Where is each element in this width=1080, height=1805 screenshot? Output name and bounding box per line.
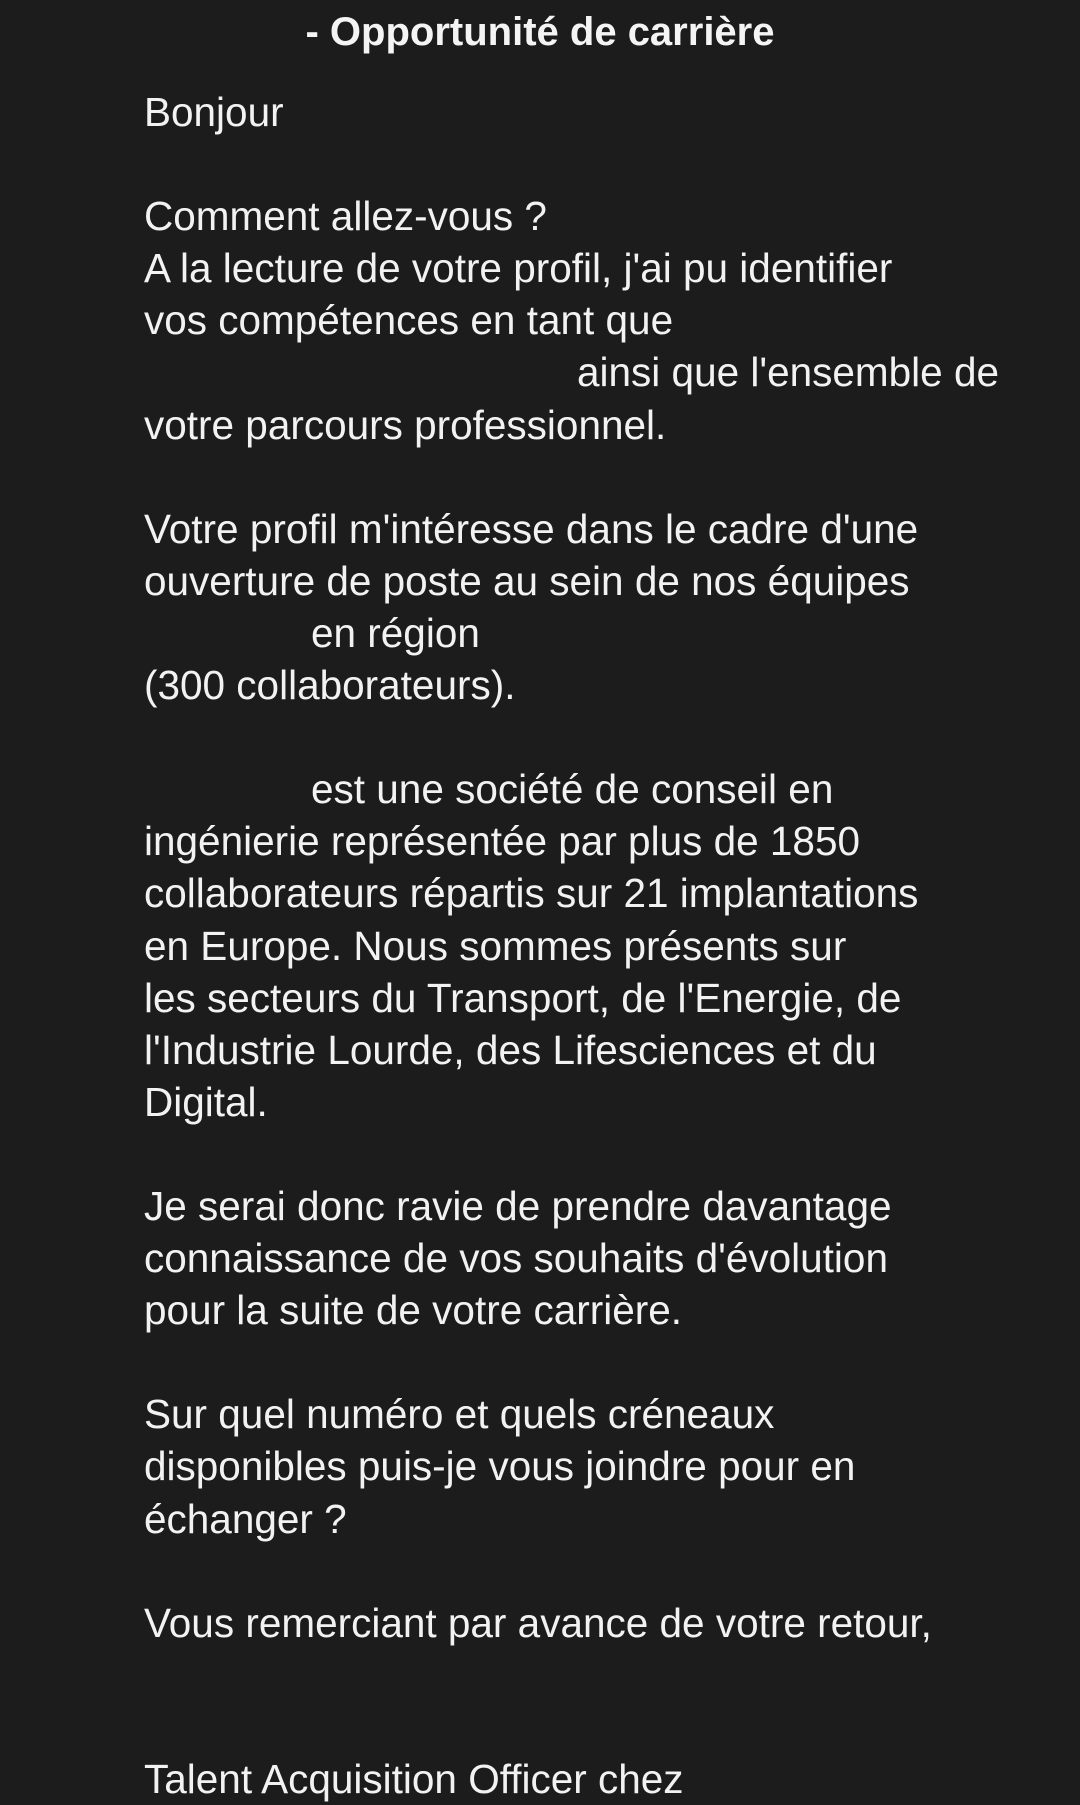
- body-line: ainsi que l'ensemble de: [577, 349, 1000, 396]
- body-line: disponibles puis-je vous joindre pour en: [144, 1443, 856, 1490]
- body-line: Votre profil m'intéresse dans le cadre d'une: [144, 505, 919, 552]
- body-line: échanger ?: [144, 1495, 347, 1542]
- body-line: Sur quel numéro et quels créneaux: [144, 1391, 775, 1438]
- paragraph-gap: [144, 711, 1044, 763]
- paragraph-gap: [144, 138, 1044, 190]
- body-line: l'Industrie Lourde, des Lifesciences et du: [144, 1026, 877, 1073]
- paragraph-gap: [144, 451, 1044, 503]
- paragraph-gap: [144, 1128, 1044, 1180]
- body-line: ouverture de poste au sein de nos équipes: [144, 557, 910, 604]
- body-line: ingénierie représentée par plus de 1850: [144, 818, 861, 865]
- body-line: vos compétences en tant que: [144, 297, 674, 344]
- body-line: connaissance de vos souhaits d'évolution: [144, 1235, 888, 1282]
- paragraph-gap: [144, 1336, 1044, 1388]
- body-line: en Europe. Nous sommes présents sur: [144, 922, 847, 969]
- body-line: les secteurs du Transport, de l'Energie, de: [144, 974, 902, 1021]
- body-line: est une société de conseil en: [311, 766, 834, 813]
- body-line: en région: [311, 609, 480, 656]
- closing-line: Vous remerciant par avance de votre retour,: [144, 1599, 932, 1646]
- paragraph-opening: [144, 503, 1044, 711]
- paragraph-interest: [144, 1180, 1044, 1336]
- body-line: A la lecture de votre profil, j'ai pu identifier: [144, 245, 893, 292]
- paragraph-intro: [144, 190, 1044, 450]
- email-subject: - Opportunité de carrière: [305, 10, 775, 54]
- email-body: [144, 86, 1044, 1805]
- body-line: collaborateurs répartis sur 21 implantations: [144, 870, 919, 917]
- paragraph-gap: [144, 1545, 1044, 1597]
- signature-gap: [144, 1649, 1044, 1753]
- body-line: (300 collaborateurs).: [144, 662, 516, 709]
- paragraph-company: [144, 763, 1044, 1128]
- body-line: Je serai donc ravie de prendre davantage: [144, 1182, 892, 1229]
- signature-line: Talent Acquisition Officer chez: [144, 1755, 684, 1802]
- body-line: pour la suite de votre carrière.: [144, 1287, 683, 1334]
- body-line: Digital.: [144, 1078, 268, 1125]
- paragraph-contact: [144, 1388, 1044, 1544]
- greeting: Bonjour: [144, 89, 284, 135]
- body-line: Comment allez-vous ?: [144, 193, 547, 240]
- body-line: votre parcours professionnel.: [144, 401, 667, 448]
